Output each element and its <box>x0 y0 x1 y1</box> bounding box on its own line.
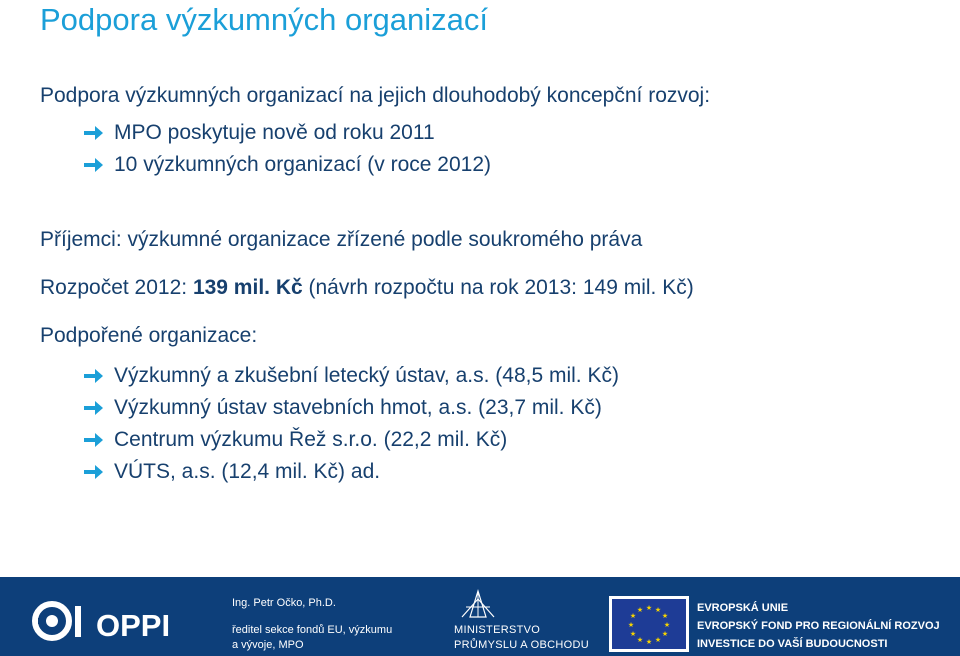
supported-heading: Podpořené organizace: <box>40 324 258 347</box>
budget-text <box>40 276 694 300</box>
presenter-role: a vývoje, MPO <box>232 639 304 651</box>
arrow-right-icon <box>84 125 104 141</box>
presenter-role: ředitel sekce fondů EU, výzkumu <box>232 624 393 636</box>
svg-text:★: ★ <box>629 630 637 638</box>
arrow-right-icon <box>84 157 104 173</box>
svg-text:★: ★ <box>661 630 669 638</box>
svg-text:★: ★ <box>645 604 653 612</box>
svg-text:★: ★ <box>627 621 635 629</box>
list-item-text: Výzkumný a zkušební letecký ústav, a.s. (48,5 mil. Kč) <box>114 364 619 387</box>
svg-text:★: ★ <box>636 606 644 614</box>
oppi-logo-text: OPPI <box>96 608 171 643</box>
list-item <box>84 121 435 145</box>
presenter-name: Ing. Petr Očko, Ph.D. <box>232 597 336 609</box>
ministry-name-line-1: MINISTERSTVO <box>454 624 541 636</box>
svg-text:★: ★ <box>654 606 662 614</box>
list-item <box>84 460 380 484</box>
arrow-right-icon <box>84 432 104 448</box>
svg-text:★: ★ <box>629 612 637 620</box>
svg-text:★: ★ <box>645 638 653 646</box>
eu-line-1: EVROPSKÁ UNIE <box>697 602 789 614</box>
oppi-logo <box>30 596 200 646</box>
list-item-text: Výzkumný ústav stavebních hmot, a.s. (23,7 mil. Kč) <box>114 396 602 419</box>
svg-text:★: ★ <box>636 636 644 644</box>
list-item <box>84 153 491 177</box>
ministry-name-line-2: PRŮMYSLU A OBCHODU <box>454 639 589 651</box>
arrow-right-icon <box>84 464 104 480</box>
list-item <box>84 428 507 452</box>
arrow-right-icon <box>84 400 104 416</box>
list-item-text: Centrum výzkumu Řež s.r.o. (22,2 mil. Kč) <box>114 428 508 451</box>
eu-flag-icon <box>609 596 689 652</box>
list-item <box>84 396 602 420</box>
budget-suffix: (návrh rozpočtu na rok 2013: 149 mil. Kč) <box>302 276 694 299</box>
eu-line-3: INVESTICE DO VAŠÍ BUDOUCNOSTI <box>697 638 888 650</box>
recipients-text: Příjemci: výzkumné organizace zřízené podle soukromého práva <box>40 228 643 251</box>
svg-text:★: ★ <box>661 612 669 620</box>
svg-text:★: ★ <box>654 636 662 644</box>
intro-text: Podpora výzkumných organizací na jejich dlouhodobý koncepční rozvoj: <box>40 84 711 107</box>
list-item <box>84 364 619 388</box>
budget-value: 139 mil. Kč <box>192 276 303 299</box>
list-item-text: VÚTS, a.s. (12,4 mil. Kč) ad. <box>114 460 381 483</box>
svg-text:★: ★ <box>663 621 671 629</box>
page-title: Podpora výzkumných organizací <box>40 2 489 37</box>
arrow-right-icon <box>84 368 104 384</box>
eu-line-2: EVROPSKÝ FOND PRO REGIONÁLNÍ ROZVOJ <box>697 620 940 632</box>
list-item-text: MPO poskytuje nově od roku 2011 <box>114 121 435 144</box>
list-item-text: 10 výzkumných organizací (v roce 2012) <box>114 153 492 176</box>
budget-prefix: Rozpočet 2012: <box>40 276 193 299</box>
